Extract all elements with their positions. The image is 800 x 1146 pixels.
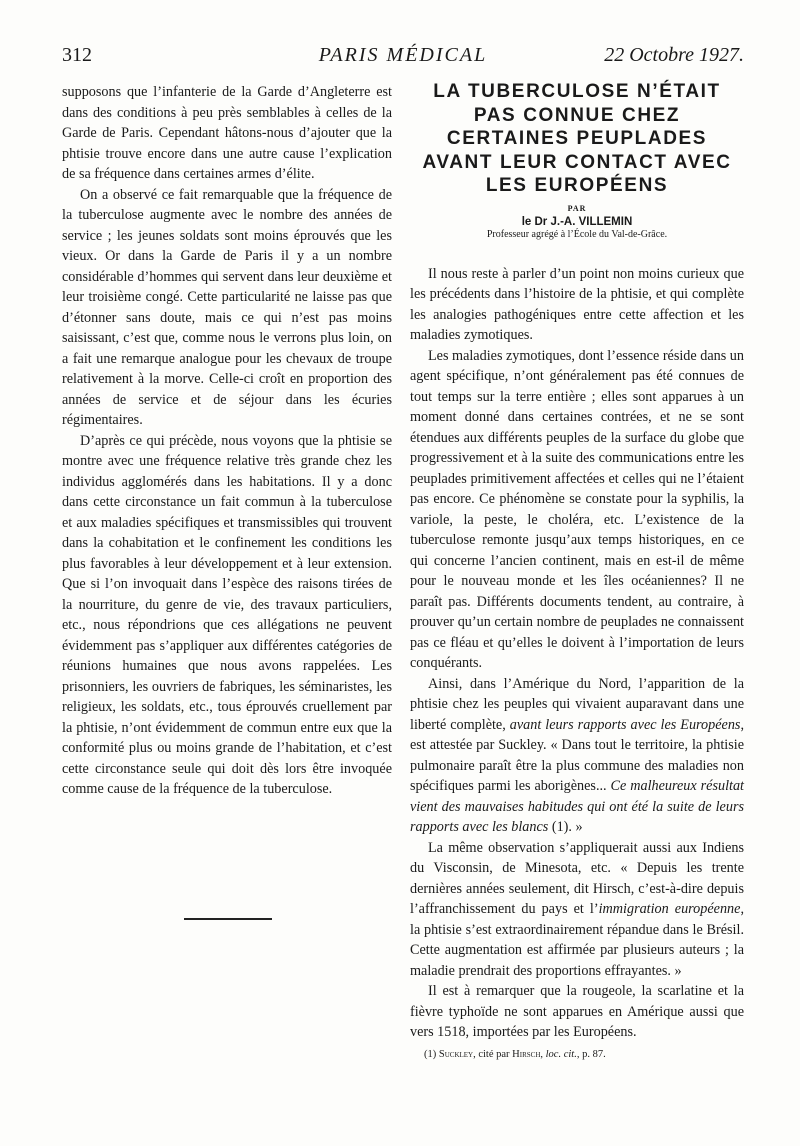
italic-run: immigration européenne: [598, 901, 741, 917]
text-run: , cité par: [473, 1048, 513, 1060]
section-divider: [184, 918, 272, 920]
left-paragraph-2: On a observé ce fait remarquable que la fréquence de la tuberculose augmente avec le nombre des années de service ; les jeunes soldats sont moins éprouvés que les vieux. Or dans la Garde de Paris il y a un nombre considérable d’hommes qui servent dans leur deuxième et leur troisième congé. Cette particularité ne laisse pas que d’étonner sans doute, mais ce qui n’est pas moins saisissant, c’est que, comme nous le verrons plus loin, on a fait une remarque analogue pour les chevaux de troupe relativement à la morve. Celle-ci croît en proportion des années de service et de séjour dans les écuries régimentaires.: [62, 186, 392, 428]
article-body: [410, 264, 744, 1063]
italic-run: loc. cit.: [545, 1048, 577, 1060]
article-paragraph-2: Les maladies zymotiques, dont l’essence réside dans un agent spécifique, n’ont généralement pas été connues de tout temps sur la terre entière ; elles sont apparues à un moment donné dans certaines contrées, et ne se sont étendues aux différents peuples de la surface du globe que progressivement et à la suite des communications entre les peuplades primitivement affectées et celles qui ne l’étaient pas encore. Ce phénomène se constate pour la syphilis, la variole, la peste, le choléra, etc. L’existence de la tuberculose remonte jusqu’aux temps historiques, en ce qui concerne l’ancien continent, mais en est-il de même pour le nouveau monde et les îles océaniennes? Il ne paraît pas. Différents documents tendent, au contraire, à prouver qu’un certain nombre de peuplades ne connaissent pas ce fléau et qu’elles le doivent à l’importation de leurs conquérants.: [410, 347, 744, 671]
byline-par: PAR: [567, 203, 587, 213]
text-run: , p. 87.: [576, 1048, 606, 1060]
article-paragraph-3: [410, 674, 744, 838]
page-number: 312: [62, 44, 92, 66]
text-run: , la phtisie s’est extraordinairement répandue dans le Brésil. Cette augmentation est affirmée par plusieurs auteurs ; la maladie prendrait des proportions effrayantes. »: [410, 901, 744, 979]
left-column: [62, 82, 392, 800]
article-title: LA TUBERCULOSE N’ÉTAIT PAS CONNUE CHEZ CERTAINES PEUPLADES AVANT LEUR CONTACT AVEC LES EUROPÉENS: [422, 81, 732, 196]
text-run: La même observation s’appliquerait aussi aux Indiens du Visconsin, de Minesota, etc. « Depuis les trente dernières années seulement, dit Hirsch, c’est-à-dire depuis l’affranchissement du pays et l’: [410, 839, 744, 917]
text-run: (1). »: [548, 819, 583, 835]
italic-run: Ce malheureux résultat vient des mauvaises habitudes qui ont été la suite de leurs rapports avec les blancs: [410, 778, 744, 835]
left-paragraph-3: D’après ce qui précède, nous voyons que la phtisie se montre avec une fréquence relative très grande chez les individus agglomérés dans les habitations. Il y a donc dans cette circonstance un fait commun à la tuberculose et aux maladies spécifiques et transmissibles qui trouvent dans la cohabitation et le confinement les conditions les plus favorables à leur développement et à leur extension. Que si l’on invoquait dans l’espèce des raisons tirées de la nourriture, du genre de vie, des travaux particuliers, etc., nous répondrions que ces allégations ne peuvent évidemment pas s’appliquer aux différentes catégories de réunions humaines que nous avons rappelées. Les prisonniers, les ouvriers de fabriques, les séminaristes, les religieux, les soldats, etc., tous éprouvés cruellement par la phtisie, n’ont évidemment de commun entre eux que la conformité plus ou moins grande de l’habitation, et c’est cette circonstance seule qui doit dès lors être invoquée comme cause de la fréquence de la tuberculose.: [62, 432, 392, 797]
text-run: , est attestée par Suckley. « Dans tout le territoire, la phtisie pulmonaire paraît être la plus commune des maladies non spécifiques parmi les aborigènes...: [410, 716, 744, 794]
footnote-source: Hirsch: [512, 1048, 541, 1060]
journal-title: PARIS MÉDICAL: [318, 44, 488, 66]
footnote-author: Suckley: [438, 1048, 474, 1060]
right-column: [410, 80, 744, 1063]
page-header: [62, 44, 744, 72]
left-paragraph-1: supposons que l’infanterie de la Garde d’Angleterre est dans des conditions à peu près semblables à celles de la Garde de Paris. Cependant hâtons-nous d’ajouter que la phtisie trouve encore dans une autre cause l’explication de sa fréquence dans certaines armes d’élite.: [62, 84, 392, 182]
footnote-number: (1): [424, 1048, 437, 1060]
text-run: ,: [540, 1048, 546, 1060]
author-affiliation: Professeur agrégé à l’École du Val-de-Grâce.: [486, 228, 668, 240]
article-author: le Dr J.-A. VILLEMIN: [521, 215, 633, 228]
article-paragraph-4: [410, 838, 744, 982]
article-paragraph-5: Il est à remarquer que la rougeole, la scarlatine et la fièvre typhoïde ne sont apparues en Amérique aussi que vers 1518, importées par les Européens.: [410, 983, 744, 1040]
article-paragraph-1: Il nous reste à parler d’un point non moins curieux que les précédents dans l’histoire de la phtisie, et qui complète les analogies pathogéniques entre cette affection et les maladies zymotiques.: [410, 265, 744, 343]
italic-run: avant leurs rapports avec les Européens: [509, 716, 741, 733]
issue-date: 22 Octobre 1927.: [604, 44, 744, 66]
footnote: [410, 1047, 744, 1063]
text-run: Ainsi, dans l’Amérique du Nord, l’apparition de la phtisie chez les peuples qui vivaient auparavant dans une liberté complète,: [410, 675, 744, 733]
